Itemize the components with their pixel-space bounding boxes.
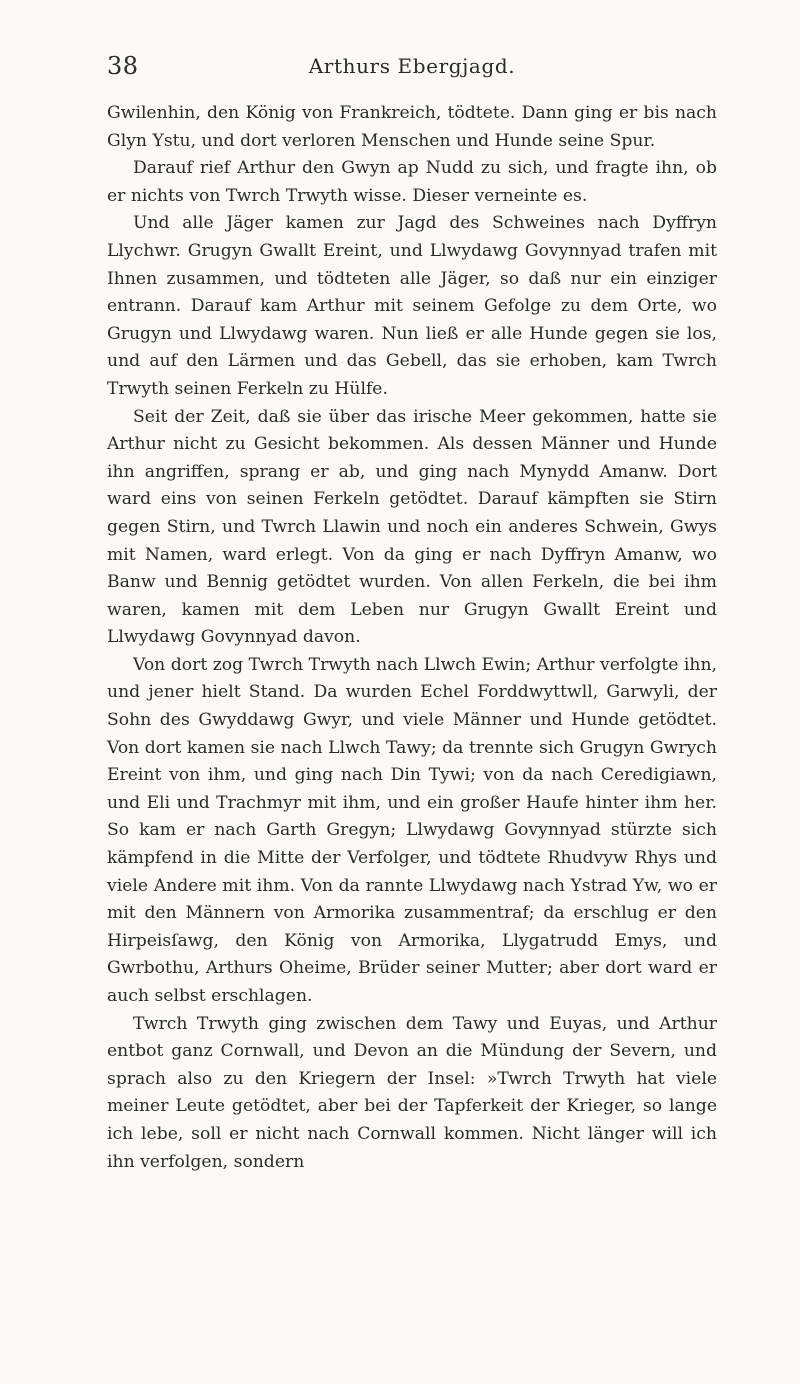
paragraph: Von dort zog Twrch Trwyth nach Llwch Ewin; Arthur verfolgte ihn, und jener hielt Stand. Da wurden Echel Forddwyttwll, Garwyli, der Sohn des Gwyddawg Gwyr, und viele Männer und Hunde getödtet. Von dort kamen sie nach Llwch Tawy; da trennte sich Grugyn Gwrych Ereint von ihm, und ging nach Din Tywi; von da nach Ceredigiawn, und Eli und Trachmyr mit ihm, und ein großer Haufe hinter ihm her. So kam er nach Garth Gregyn; Llwydawg Govynnyad stürzte sich kämpfend in die Mitte der Verfolger, und tödtete Rhudvyw Rhys und viele Andere mit ihm. Von da rannte Llwydawg nach Ystrad Yw, wo er mit den Männern von Armorika zusammentraf; da erschlug er den Hirpeisſawg, den König von Armorika, Llygatrudd Emys, und Gwrbothu, Arthurs Oheime, Brüder seiner Mutter; aber dort ward er auch selbst erschlagen. — [107, 654, 717, 1006]
paragraph: Seit der Zeit, daß sie über das irische Meer gekommen, hatte sie Arthur nicht zu Gesicht bekommen. Als dessen Männer und Hunde ihn angriffen, sprang er ab, und ging nach Mynydd Amanw. Dort ward eins von seinen Ferkeln getödtet. Darauf kämpften sie Stirn gegen Stirn, und Twrch Llawin und noch ein anderes Schwein, Gwys mit Namen, ward erlegt. Von da ging er nach Dyffryn Amanw, wo Banw und Bennig getödtet wurden. Von allen Ferkeln, die bei ihm waren, kamen mit dem Leben nur Grugyn Gwallt Ereint und Llwydawg Govynnyad davon. — [107, 406, 717, 648]
paragraph: Gwilenhin, den König von Frankreich, tödtete. Dann ging er bis nach Glyn Ystu, und dort verloren Menschen und Hunde seine Spur. — [107, 103, 717, 151]
running-title: Arthurs Ebergjagd. — [308, 54, 516, 78]
paragraph: Twrch Trwyth ging zwischen dem Tawy und Euyas, und Arthur entbot ganz Cornwall, und Devon an die Mündung der Severn, und sprach also zu den Kriegern der Insel: »Twrch Trwyth hat viele meiner Leute getödtet, aber bei der Tapferkeit der Krieger, so lange ich lebe, soll er nicht nach Cornwall kommen. Nicht länger will ich ihn verfolgen, sondern — [107, 1013, 717, 1172]
page-header — [107, 52, 717, 88]
paragraph: Darauf rief Arthur den Gwyn ap Nudd zu sich, und fragte ihn, ob er nichts von Twrch Trwyth wisse. Dieser verneinte es. — [107, 158, 717, 206]
paragraph: Und alle Jäger kamen zur Jagd des Schweines nach Dyffryn Llychwr. Grugyn Gwallt Ereint, und Llwydawg Govynnyad trafen mit Ihnen zusammen, und tödteten alle Jäger, so daß nur ein einziger entrann. Darauf kam Arthur mit seinem Gefolge zu dem Orte, wo Grugyn und Llwydawg waren. Nun ließ er alle Hunde gegen sie los, und auf den Lärmen und das Gebell, das sie erhoben, kam Twrch Trwyth seinen Ferkeln zu Hülfe. — [107, 213, 717, 399]
page-number: 38 — [107, 52, 139, 80]
book-page — [107, 52, 717, 1176]
body-text — [107, 100, 717, 1176]
